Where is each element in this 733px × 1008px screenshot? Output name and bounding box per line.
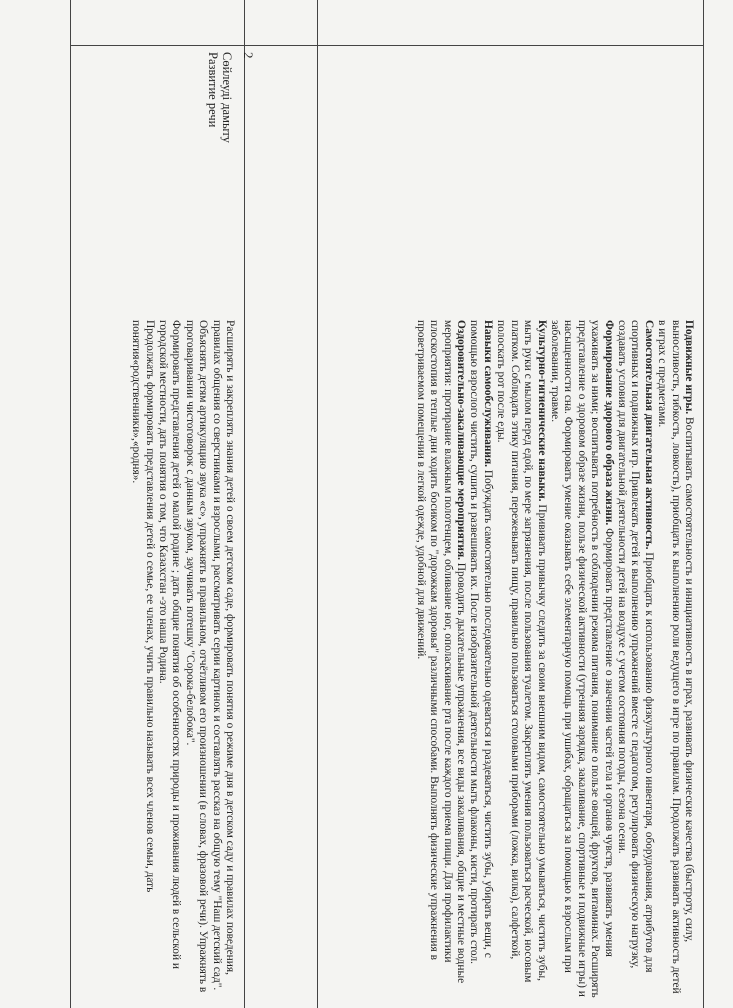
heading-self-service: Навыки самообслуживания. [481, 320, 494, 467]
heading-healthy-lifestyle: Формирование здорового образа жизни. [602, 320, 615, 526]
section-title [206, 52, 234, 212]
paragraph-motor-activity: Самостоятельная двигательная активность. Приобщать к использованию физкультурного инвентаря, оборудования, атрибутов для спортивных и подвижных игр. Привлекать детей к выполнению упражнений вместе с педагогом, регулировать физическую нагрузку, создавать условия для двигательной деятельности детей на воздухе с учетом состояния погоды, сезона осени. [615, 320, 655, 973]
paragraph-healthy-lifestyle: Формирование здорового образа жизни. Формировать представление о значении частей тела и органов чувств, развивать умения ухаживать за ними; воспитывать потребность в соблюдении режима питания, понимание о пользе овощей, фруктов, витаминах. Расширять представление о здоровом образе жизни, пользе физической активности (утренняя зарядка, закаливание, спортивные и подвижные игры) и насыщенности сна. Формировать умение оказывать себе элементарную помощь при ушибах, обращаться за помощью к взрослым при заболевании, травме. [548, 320, 615, 998]
speech-development-content [129, 320, 236, 1000]
speech-paragraph-kindergarten: Расширять и закреплять знания детей о своем детском саде, формировать понятия о режиме дня в детском саду и правилах поведения, правилах общения со сверстниками и взрослыми, рассматривать серии картинок и составлять рассказ на общую тему "Наш детский сад". [210, 320, 236, 991]
table-border-col-section [317, 0, 318, 1008]
paragraph-outdoor-games: Подвижные игры. Воспитывать самостоятельность и инициативность в играх, развивать физические качества (быстроту, силу, выносливость, гибкость, ловкость), приобщать к выполнению роли ведущего в игре по правилам. Продолжать развивать активность детей в играх с предметами. [656, 320, 695, 994]
table-border-col-number [244, 0, 245, 1008]
section-title-kz: Сөйлеуді дамыту [220, 52, 234, 143]
table-row-divider [70, 45, 703, 46]
table-border-left [70, 0, 71, 1008]
table-border-right [703, 0, 704, 1008]
heading-outdoor-games: Подвижные игры. [683, 320, 695, 415]
physical-development-content [413, 320, 695, 1000]
speech-paragraph-articulation: Объяснять детям артикуляцию звука «с», упражнять в правильном, отчётливом его произношении (в словах, фразовой речи). Упражнять в проговаривании чистоговорок с данным звуком, заучивать потешку "Сорока-белобока". [183, 320, 210, 993]
paragraph-self-service: Навыки самообслуживания. Побуждать самостоятельно последовательно одеваться и раздеваться, чистить зубы, убирать вещи, с помощью взрослого чистить, сушить и развешивать их. После изобразительной деятельности мыть флаконы, кисти, протирать стол. [468, 320, 494, 964]
heading-motor-activity: Самостоятельная двигательная активность. [642, 320, 655, 550]
speech-paragraph-homeland: Формировать представления детей о малой родине ; дать общие понятия об особенностях природы и проживания людей в сельской и городской местности, дать понятия о том, что Казахстан -это наша Родина. [156, 320, 183, 969]
paragraph-hardening: Оздоровительно-закаливающие мероприятия. Проводить дыхательные упражнения, все виды закаливания, общие и местные водные мероприятия: протирание влажным полотенцем, обливание ног, ополаскивание рта после каждого приема пищи. Для профилактики плоскостопия в теплые дни ходить босиком по "дорожкам здоровья" различными способами. Выполнять физические упражнения в проветриваемом помещении в легкой одежде, удобной для движений. [414, 320, 468, 984]
speech-paragraph-family: Продолжать формировать представления детей о семье, ее членах, учить правильно называть всех членов семьи, дать понятия«родственники»,«родня». [130, 320, 156, 893]
section-title-ru: Развитие речи [206, 52, 220, 128]
heading-hygiene: Культурно-гигиенические навыки. [535, 320, 548, 502]
row-number: 2 [241, 52, 256, 59]
heading-hardening: Оздоровительно-закаливающие мероприятия. [455, 320, 468, 560]
paragraph-hygiene: Культурно-гигиенические навыки. Прививать привычку следить за своим внешним видом, самостоятельно умываться, чистить зубы, мыть руки с мылом перед едой, по мере загрязнения, после пользования туалетом. Закреплять умения пользоваться расческой, носовым платком. Соблюдать этику питания, пережевывать пищу, правильно пользоваться столовыми приборами (ложка, вилка), салфеткой, полоскать рот после еды. [495, 320, 548, 983]
